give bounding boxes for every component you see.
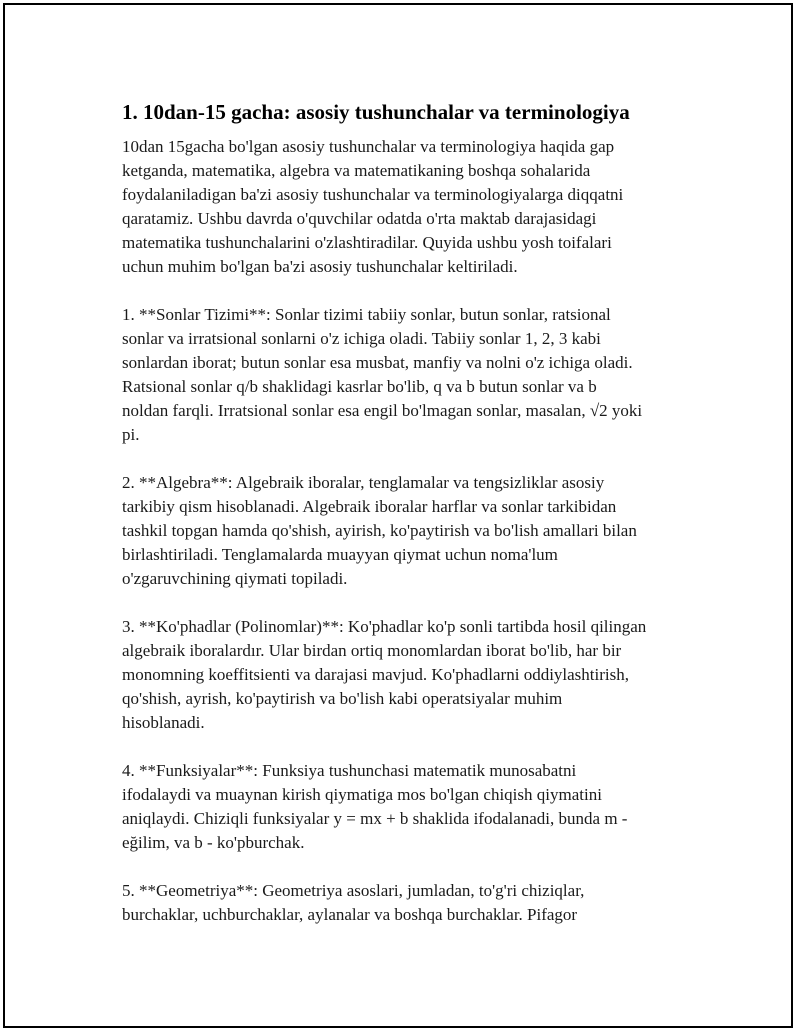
text-line: burchaklar, uchburchaklar, aylanalar va boshqa burchaklar. Pifagor [122, 905, 578, 924]
text-line: foydalaniladigan ba'zi asosiy tushunchalar va terminologiyalarga diqqatni [122, 185, 624, 204]
paragraph-kophadlar [122, 615, 697, 735]
paragraph-sonlar-tizimi [122, 303, 697, 447]
text-line: sonlar va irratsional sonlarni o'z ichiga oladi. Tabiiy sonlar 1, 2, 3 kabi [122, 329, 601, 348]
text-line: uchun muhim bo'lgan ba'zi asosiy tushunchalar keltiriladi. [122, 257, 518, 276]
text-line: ifodalaydi va muaynan kirish qiymatiga mos bo'lgan chiqish qiymatini [122, 785, 602, 804]
paragraph-algebra [122, 471, 697, 591]
text-line: matematika tushunchalarini o'zlashtiradilar. Quyida ushbu yosh toifalari [122, 233, 612, 252]
text-line: algebraik iboralardır. Ular birdan ortiq monomlardan iborat bo'lib, har bir [122, 641, 622, 660]
text-line: tarkibiy qism hisoblanadi. Algebraik iboralar harflar va sonlar tarkibidan [122, 497, 617, 516]
text-line: 5. **Geometriya**: Geometriya asoslari, jumladan, to'g'ri chiziqlar, [122, 881, 585, 900]
text-line: hisoblanadi. [122, 713, 205, 732]
paragraph-geometriya [122, 879, 697, 927]
text-line: qo'shish, ayrish, ko'paytirish va bo'lish kabi operatsiyalar muhim [122, 689, 563, 708]
section-heading: 1. 10dan-15 gacha: asosiy tushunchalar va terminologiya [122, 100, 630, 124]
text-line: noldan farqli. Irratsional sonlar esa engil bo'lmagan sonlar, masalan, √2 yoki [122, 401, 643, 420]
text-line: qaratamiz. Ushbu davrda o'quvchilar odatda o'rta maktab darajasidagi [122, 209, 597, 228]
text-line: eğilim, va b - ko'pburchak. [122, 833, 305, 852]
text-line: o'zgaruvchining qiymati topiladi. [122, 569, 348, 588]
page-frame [3, 3, 793, 1028]
text-line: aniqlaydi. Chiziqli funksiyalar y = mx + b shaklida ifodalanadi, bunda m - [122, 809, 628, 828]
text-line: ketganda, matematika, algebra va matematikaning boshqa sohalarida [122, 161, 591, 180]
text-line: pi. [122, 425, 140, 444]
text-line: monomning koeffitsienti va darajasi mavjud. Ko'phadlarni oddiylashtirish, [122, 665, 629, 684]
text-line: 10dan 15gacha bo'lgan asosiy tushunchalar va terminologiya haqida gap [122, 137, 615, 156]
text-line: Ratsional sonlar q/b shaklidagi kasrlar bo'lib, q va b butun sonlar va b [122, 377, 597, 396]
text-line: 1. **Sonlar Tizimi**: Sonlar tizimi tabiiy sonlar, butun sonlar, ratsional [122, 305, 611, 324]
intro-paragraph [122, 135, 697, 279]
text-line: 2. **Algebra**: Algebraik iboralar, tenglamalar va tengsizliklar asosiy [122, 473, 605, 492]
paragraph-funksiyalar [122, 759, 697, 855]
text-line: sonlardan iborat; butun sonlar esa musbat, manfiy va nolni o'z ichiga oladi. [122, 353, 633, 372]
document-body [122, 99, 697, 951]
text-line: 4. **Funksiyalar**: Funksiya tushunchasi matematik munosabatni [122, 761, 577, 780]
text-line: 3. **Ko'phadlar (Polinomlar)**: Ko'phadlar ko'p sonli tartibda hosil qilingan [122, 617, 647, 636]
text-line: tashkil topgan hamda qo'shish, ayirish, ko'paytirish va bo'lish amallari bilan [122, 521, 637, 540]
text-line: birlashtiriladi. Tenglamalarda muayyan qiymat uchun noma'lum [122, 545, 558, 564]
